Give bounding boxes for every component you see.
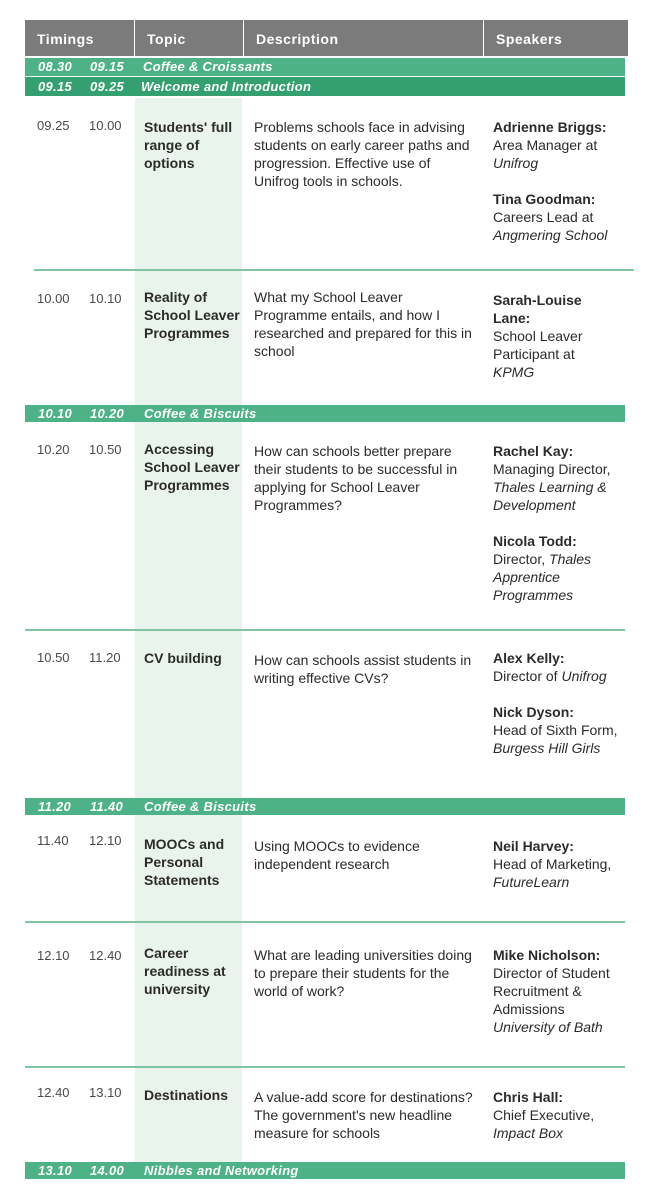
speaker-role: School Leaver Participant at	[493, 328, 583, 362]
break-band	[25, 405, 625, 422]
speaker-org: Impact Box	[493, 1125, 564, 1141]
speaker-name: Nick Dyson:	[493, 704, 574, 720]
session-description: What are leading universities doing to prepare their students for the world of work?	[254, 947, 472, 999]
speaker	[493, 532, 613, 604]
band-label: Coffee & Biscuits	[144, 799, 257, 814]
speaker-org: University of Bath	[493, 1019, 603, 1035]
speaker	[493, 291, 598, 381]
speaker-role: Managing Director,	[493, 461, 611, 477]
session-description: Problems schools face in advising students on early career paths and progression. Effective use of Unifrog tools in schools.	[254, 119, 470, 189]
speaker-name: Mike Nicholson:	[493, 947, 601, 963]
speaker-name: Rachel Kay:	[493, 443, 574, 459]
band-start: 08.30	[38, 59, 73, 74]
speaker-role: Head of Marketing,	[493, 856, 612, 872]
session-start: 12.40	[37, 1085, 70, 1100]
speaker-org: Thales Apprentice Programmes	[493, 551, 592, 603]
session-topic: Reality of School Leaver Programmes	[144, 289, 240, 341]
speaker-role: Careers Lead at	[493, 209, 594, 225]
speaker-org: Thales Learning & Development	[493, 479, 607, 513]
speaker	[493, 946, 633, 1036]
session-description: How can schools assist students in writing effective CVs?	[254, 652, 472, 686]
session-description: How can schools better prepare their students to be successful in applying for School Leaver Programmes?	[254, 443, 458, 513]
welcome-band	[25, 77, 625, 96]
row-divider	[25, 921, 625, 923]
row-divider	[34, 269, 634, 271]
session-end: 12.40	[89, 948, 122, 963]
band-end: 09.25	[90, 79, 125, 94]
band-end: 14.00	[90, 1163, 125, 1178]
speaker-org: Angmering School	[493, 227, 608, 243]
speaker-role: Director of Student Recruitment & Admissions	[493, 965, 610, 1017]
band-label: Welcome and Introduction	[141, 79, 312, 94]
speaker	[493, 649, 633, 685]
session-end: 10.10	[89, 291, 122, 306]
speaker	[493, 703, 618, 757]
session-start: 10.00	[37, 291, 70, 306]
speaker-name: Sarah-Louise Lane:	[493, 292, 582, 326]
header-timings: Timings	[25, 20, 134, 56]
band-start: 11.20	[38, 799, 72, 814]
speaker-name: Tina Goodman:	[493, 191, 596, 207]
speaker	[493, 442, 633, 514]
band-start: 13.10	[38, 1163, 73, 1178]
session-topic: Accessing School Leaver Programmes	[144, 441, 240, 493]
speaker	[493, 837, 633, 891]
speaker-name: Chris Hall:	[493, 1089, 564, 1105]
band-label: Coffee & Biscuits	[144, 406, 257, 421]
speaker-name: Alex Kelly:	[493, 650, 565, 666]
speaker	[493, 1088, 633, 1142]
row-divider	[25, 629, 625, 631]
session-description: Using MOOCs to evidence independent research	[254, 838, 420, 872]
break-band	[25, 58, 625, 76]
session-topic: Students' full range of options	[144, 119, 233, 171]
session-topic: Career readiness at university	[144, 945, 226, 997]
speaker-role: Director of	[493, 668, 558, 684]
session-end: 12.10	[89, 833, 122, 848]
session-start: 11.40	[37, 833, 69, 848]
header-description: Description	[244, 20, 483, 56]
break-band	[25, 798, 625, 815]
speaker-role: Chief Executive,	[493, 1107, 595, 1123]
session-start: 09.25	[37, 118, 70, 133]
speaker	[493, 118, 633, 172]
speaker-name: Nicola Todd:	[493, 533, 577, 549]
session-topic: CV building	[144, 650, 222, 666]
band-start: 09.15	[38, 79, 73, 94]
band-end: 10.20	[90, 406, 125, 421]
header-topic: Topic	[135, 20, 243, 56]
session-start: 12.10	[37, 948, 70, 963]
speaker	[493, 190, 633, 244]
session-topic: Destinations	[144, 1087, 229, 1103]
session-end: 10.50	[89, 442, 122, 457]
session-end: 10.00	[89, 118, 122, 133]
speaker-name: Adrienne Briggs:	[493, 119, 607, 135]
speaker-role: Head of Sixth Form,	[493, 722, 618, 738]
speaker-org: Unifrog	[561, 668, 607, 684]
session-topic: MOOCs and Personal Statements	[144, 836, 225, 888]
row-divider	[25, 1066, 625, 1068]
band-label: Coffee & Croissants	[143, 59, 273, 74]
header-speakers: Speakers	[484, 20, 628, 56]
speaker-role: Director,	[493, 551, 546, 567]
session-description: A value-add score for destinations? The government's new headline measure for schools	[254, 1089, 473, 1141]
session-start: 10.50	[37, 650, 70, 665]
band-end: 09.15	[90, 59, 125, 74]
speaker-org: Unifrog	[493, 155, 539, 171]
speaker-org: FutureLearn	[493, 874, 570, 890]
break-band	[25, 1162, 625, 1179]
speaker-org: KPMG	[493, 364, 535, 380]
band-end: 11.40	[90, 799, 124, 814]
session-start: 10.20	[37, 442, 70, 457]
session-end: 11.20	[89, 650, 121, 665]
band-start: 10.10	[38, 406, 73, 421]
session-description: What my School Leaver Programme entails, and how I researched and prepared for this in school	[254, 289, 472, 359]
speaker-name: Neil Harvey:	[493, 838, 574, 854]
speaker-org: Burgess Hill Girls	[493, 740, 601, 756]
speaker-role: Area Manager at	[493, 137, 598, 153]
session-end: 13.10	[89, 1085, 122, 1100]
band-label: Nibbles and Networking	[144, 1163, 299, 1178]
